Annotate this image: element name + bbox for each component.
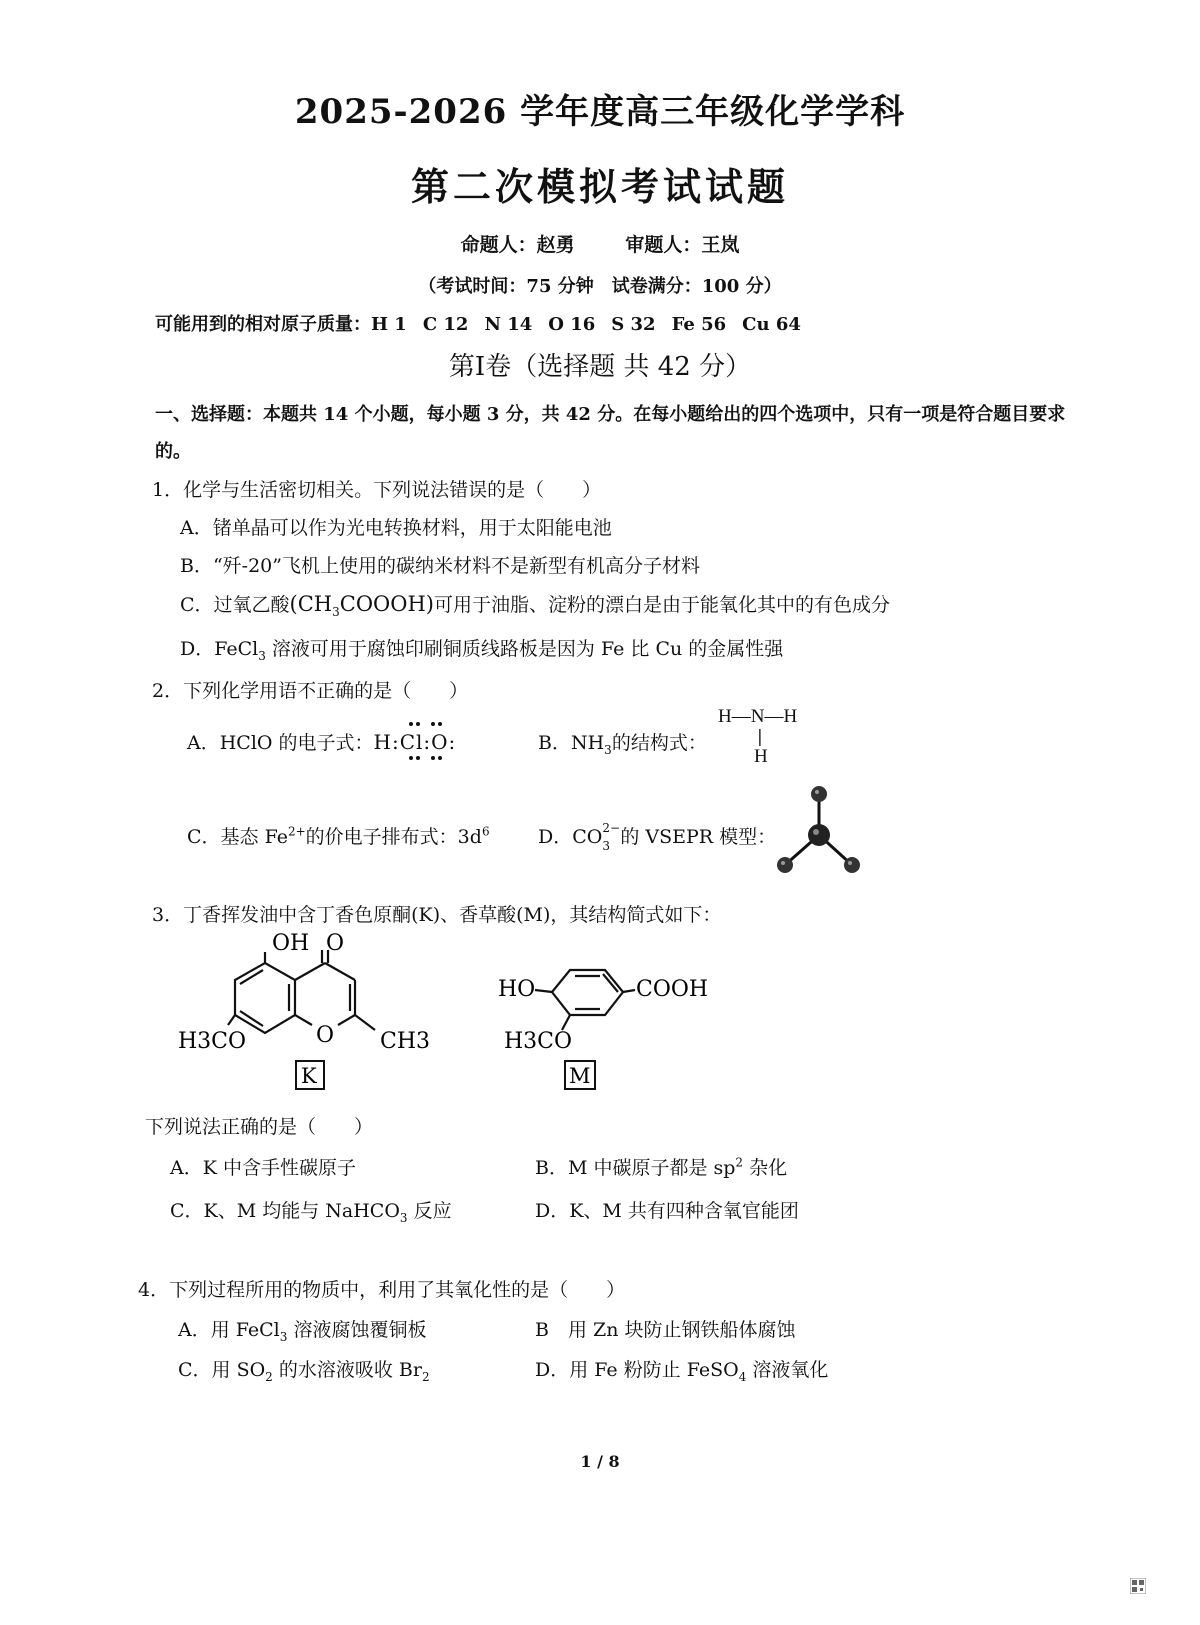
k-h3co-label: H3CO [178, 1029, 247, 1054]
q4c-mid: 的水溶液吸收 Br [272, 1359, 422, 1381]
mass-cu: Cu 64 [742, 314, 801, 335]
m-ho-label: HO [498, 977, 536, 1002]
q1d-pre: D．FeCl [180, 638, 259, 660]
mass-o: O 16 [548, 314, 596, 335]
q1-option-c [180, 590, 890, 619]
q2b-post: 的结构式： [611, 732, 707, 754]
q2-option-b [538, 728, 707, 757]
q3c-post: 反应 [407, 1200, 452, 1222]
q1c-formula-a: (CH [289, 592, 333, 616]
q3c-sub: 3 [399, 1210, 408, 1225]
atomic-masses [155, 310, 801, 336]
q4-stem: 4．下列过程所用的物质中，利用了其氧化性的是（ ） [138, 1279, 626, 1301]
q4c-sub: 2 [265, 1369, 273, 1384]
hclo-electron-dots [400, 718, 470, 764]
page-number: 1 / 8 [580, 1452, 620, 1471]
q4d-pre: D．用 Fe 粉防止 FeSO [535, 1359, 739, 1381]
q2-stem: 2．下列化学用语不正确的是（ ） [152, 680, 469, 702]
mass-h: H 1 [371, 314, 407, 335]
mass-c: C 12 [422, 314, 469, 335]
q1d-post: 溶液可用于腐蚀印刷铜质线路板是因为 Fe 比 Cu 的金属性强 [265, 638, 784, 660]
q1c-formula-sub: 3 [332, 604, 340, 619]
q2c-sup: 2+ [287, 824, 306, 839]
q1-option-a: A．锗单晶可以作为光电转换材料，用于太阳能电池 [180, 517, 612, 539]
m-box-label: M [569, 1064, 591, 1088]
q2-option-c [187, 822, 490, 849]
q2c-mid: 的价电子排布式：3d [305, 826, 482, 848]
exam-info: （考试时间：75 分钟 试卷满分：100 分） [418, 276, 782, 297]
nh3-struct-bottom: H [754, 746, 768, 767]
q2d-post: 的 VSEPR 模型： [620, 826, 777, 848]
q2a-label: A．HClO 的电子式： [187, 732, 374, 754]
q4c-sub2: 2 [421, 1369, 430, 1384]
mass-n: N 14 [484, 314, 533, 335]
m-h3co-label: H3CO [504, 1029, 573, 1054]
exam-title-line2: 第二次模拟考试试题 [410, 164, 789, 209]
q1-stem: 1．化学与生活密切相关。下列说法错误的是（ ） [152, 479, 602, 501]
q3-option-c [170, 1196, 452, 1225]
q3-option-b [535, 1153, 787, 1180]
q4c-pre: C．用 SO [178, 1359, 266, 1381]
q2c-pre: C．基态 Fe [187, 826, 288, 848]
part1-title: 第I卷（选择题 共 42 分） [448, 352, 752, 382]
q3b-pre: B．M 中碳原子都是 sp [535, 1157, 736, 1179]
mass-s: S 32 [611, 314, 656, 335]
q4-option-b: B 用 Zn 块防止钢铁船体腐蚀 [535, 1319, 796, 1341]
q2-option-d [538, 821, 777, 853]
q2a-formula: H:Cl:O: [373, 730, 457, 754]
q2d-sub: 3 [602, 839, 610, 853]
q4d-post: 溶液氧化 [746, 1359, 829, 1381]
q3-prompt: 下列说法正确的是（ ） [145, 1116, 374, 1138]
setter: 命题人：赵勇 [460, 234, 575, 256]
k-box-label: K [301, 1064, 317, 1088]
q1-option-b: B．“歼-20”飞机上使用的碳纳米材料不是新型有机高分子材料 [180, 555, 700, 577]
q4a-post: 溶液腐蚀覆铜板 [287, 1319, 427, 1341]
q1d-sub: 3 [258, 648, 266, 663]
q3c-pre: C．K、M 均能与 NaHCO [170, 1200, 400, 1222]
q3b-post: 杂化 [743, 1157, 788, 1179]
structure-m [490, 930, 720, 1100]
q1c-pre: C．过氧乙酸 [180, 594, 290, 616]
q4-option-a [178, 1315, 426, 1344]
qr-watermark-icon [1130, 1578, 1146, 1594]
q1c-post: 可用于油脂、淀粉的漂白是由于能氧化其中的有色成分 [434, 594, 891, 616]
q4-option-c [178, 1355, 430, 1384]
q3-option-a: A．K 中含手性碳原子 [170, 1157, 356, 1179]
q1c-formula-b: COOOH) [339, 592, 434, 616]
nh3-struct-bar: | [757, 727, 763, 747]
masses-label: 可能用到的相对原子质量： [155, 314, 371, 335]
q4a-pre: A．用 FeCl [178, 1319, 280, 1341]
q3b-sup: 2 [735, 1155, 744, 1170]
q4d-sub: 4 [738, 1369, 747, 1384]
structure-k [170, 930, 450, 1100]
co3-vsepr-model [770, 780, 870, 880]
k-o-ring-label: O [316, 1023, 335, 1048]
m-cooh-label: COOH [636, 977, 709, 1002]
mass-fe: Fe 56 [671, 314, 727, 335]
section1-instruction: 一、选择题：本题共 14 个小题，每小题 3 分，共 42 分。在每小题给出的四个选项中，只有一项是符合题目要求的。 [155, 404, 1066, 462]
q2b-pre: B．NH [538, 732, 605, 754]
author-line [0, 230, 1200, 257]
q2d-sup: 2− [602, 821, 621, 835]
nh3-struct-top: H—N—H [718, 706, 798, 727]
q1-option-d [180, 634, 783, 663]
k-o-top-label: O [326, 931, 345, 956]
q2d-pre: D．CO [538, 826, 603, 848]
q3-option-d: D．K、M 共有四种含氧官能团 [535, 1200, 799, 1222]
exam-title-line1: 2025-2026 学年度高三年级化学学科 [294, 92, 906, 132]
q4-option-d [535, 1355, 828, 1384]
k-ch3-label: CH3 [380, 1029, 431, 1054]
q3-stem: 3．丁香挥发油中含丁香色原酮(K)、香草酸(M)，其结构简式如下： [152, 904, 722, 926]
k-oh-label: OH [272, 931, 310, 956]
q2b-sub: 3 [604, 742, 612, 757]
q4a-sub: 3 [279, 1329, 288, 1344]
reviewer: 审题人：王岚 [625, 234, 740, 256]
q2c-sup2: 6 [481, 824, 490, 839]
